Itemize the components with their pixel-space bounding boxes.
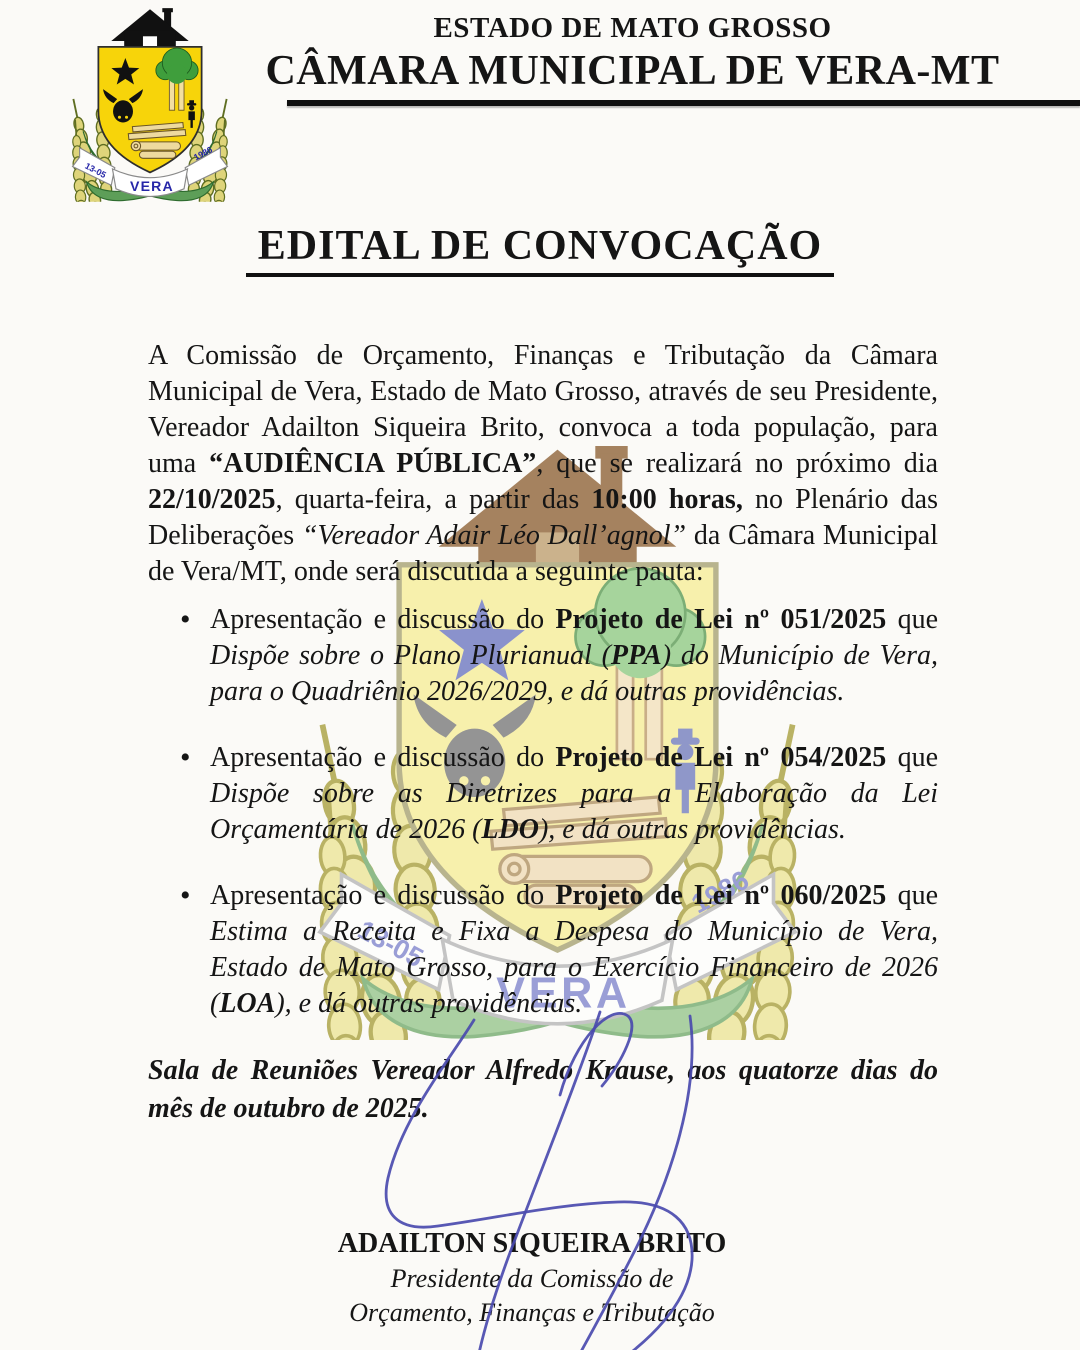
letterhead <box>240 12 1025 95</box>
agenda-segment: Projeto de Lei nº 054/2025 <box>555 742 887 773</box>
agenda-segment: ), e dá outras providências. <box>538 814 846 845</box>
agenda-segment: Dispõe sobre o Plano Plurianual ( <box>210 640 611 671</box>
document-body <box>148 338 938 1128</box>
agenda-segment: Projeto de Lei nº 060/2025 <box>555 880 887 911</box>
agenda-segment: Dispõe sobre as Diretrizes para a Elaboração da Lei Orçamentária de 2026 ( <box>210 778 938 845</box>
agenda-segment: Apresentação e discussão do <box>210 604 556 635</box>
agenda-item <box>148 878 938 1022</box>
agenda-segment: Apresentação e discussão do <box>210 742 556 773</box>
agenda-segment: ) do Município de Vera, para o Quadriênio 2026/2029, e dá outras providências. <box>210 640 938 707</box>
agenda-segment: ), e dá outras providências. <box>275 988 583 1019</box>
signer-role-line1: Presidente da Comissão de <box>390 1264 674 1293</box>
intro-segment: A Comissão de Orçamento, Finanças e Tributação da Câmara Municipal de Vera, Estado de Mato Grosso, através de seu Presidente, Vereador Adailton Siqueira Brito, convoca a toda população, para uma <box>148 340 938 479</box>
signature-block <box>132 1228 932 1328</box>
agenda-segment: PPA <box>610 640 662 671</box>
agenda-segment: que <box>886 742 938 773</box>
agenda-segment: Apresentação e discussão do <box>210 880 556 911</box>
coat-of-arms <box>62 2 238 202</box>
intro-segment: “Vereador Adair Léo Dall’agnol” <box>301 520 687 551</box>
intro-segment: 22/10/2025 <box>148 484 276 515</box>
agenda-segment: que <box>886 880 938 911</box>
intro-segment: no Plenário das Deliberações <box>148 484 938 551</box>
intro-segment: da Câmara Municipal de Vera/MT, onde será discutida a seguinte pauta: <box>148 520 938 587</box>
agenda-segment: Estima a Receita e Fixa a Despesa do Município de Vera, Estado de Mato Grosso, para o Exercício Financeiro de 2026 ( <box>210 916 938 1019</box>
agenda-item <box>148 602 938 710</box>
page-title: EDITAL DE CONVOCAÇÃO <box>246 222 834 277</box>
intro-segment: , que se realizará no próximo dia <box>536 448 938 479</box>
intro-paragraph <box>148 338 938 590</box>
signer-name: ADAILTON SIQUEIRA BRITO <box>337 1228 727 1259</box>
agenda-list <box>148 602 938 1022</box>
intro-segment: “AUDIÊNCIA PÚBLICA” <box>209 448 537 479</box>
intro-segment: , quarta-feira, a partir das <box>275 484 592 515</box>
intro-segment: 10:00 horas, <box>591 484 743 515</box>
agenda-segment: LOA <box>219 988 276 1019</box>
closing-paragraph: Sala de Reuniões Vereador Alfredo Krause, aos quatorze dias do mês de outubro de 2025. <box>148 1055 938 1124</box>
agenda-item <box>148 740 938 848</box>
agenda-segment: Projeto de Lei nº 051/2025 <box>555 604 887 635</box>
agenda-segment: LDO <box>481 814 539 845</box>
agenda-segment: que <box>886 604 938 635</box>
signer-role-line2: Orçamento, Finanças e Tributação <box>349 1298 715 1327</box>
letterhead-org: CÂMARA MUNICIPAL DE VERA-MT <box>265 48 1000 94</box>
letterhead-state: ESTADO DE MATO GROSSO <box>433 12 832 44</box>
letterhead-rule <box>287 100 1080 106</box>
